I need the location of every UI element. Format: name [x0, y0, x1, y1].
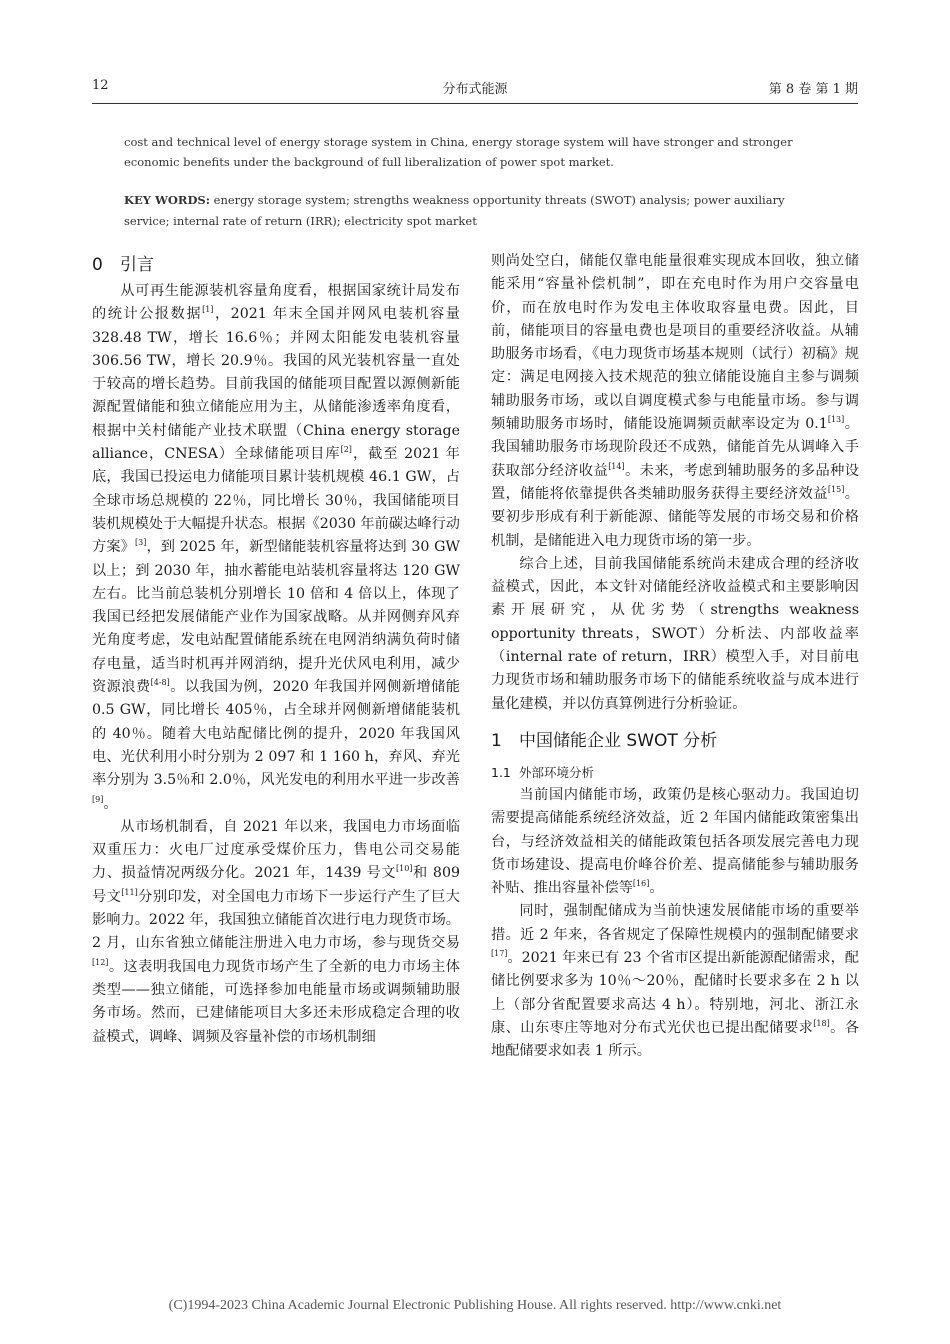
volume-issue: 第 8 卷 第 1 期 — [768, 82, 858, 97]
citation: [17] — [491, 949, 508, 959]
citation: [9] — [92, 794, 104, 804]
citation: [15] — [827, 484, 845, 494]
subsection-1-1-heading — [491, 762, 859, 784]
copyright-footer: (C)1994-2023 China Academic Journal Electronic Publishing House. All rights reserved. http://www.cnki.net — [168, 1298, 782, 1313]
citation: [12] — [92, 957, 109, 967]
paragraph: 从市场机制看，自 2021 年以来，我国电力市场面临双重压力：火电厂过度承受煤价压力，售电公司交易能力、损益情况两级分化。2021 年，1439 号文[10]和 809 号文[11]分别印发，对全国电力市场下一步运行产生了巨大影响力。2022 年，我国独立储能首次进行电力现货市场。2 月，山东省独立储能注册进入电力市场，参与现货交易[12]。这表明我国电力现货市场产生了全新的电力市场主体类型——独立储能，可选择参加电能量市场或调频辅助服务市场。然而，已建储能项目大多还未形成稳定合理的收益模式，调峰、调频及容量补偿的市场机制细 — [92, 818, 461, 1045]
paragraph: 同时，强制配储成为当前快速发展储能市场的重要举措。近 2 年来，各省规定了保障性规模内的强制配储要求[17]。2021 年来已有 23 个省市区提出新能源配储需求，配储比例要求多为 10％～20％，配储时长要求多在 2 h 以上（部分省配置要求高达 4 h）。特别地，河北、浙江永康、山东枣庄等地对分布式光伏也已提出配储要求[18]。各地配储要求如表 1 所示。 — [491, 903, 859, 1060]
paragraph-continued: 则尚处空白，储能仅靠电能量很难实现成本回收，独立储能采用“容量补偿机制”，即在充电时作为用户交容量电价，而在放电时作为发电主体收取容量电费。因此，目前，储能项目的容量电费也是项目的重要经济收益。从辅助服务市场看，《电力现货市场基本规则（试行）初稿》规定：满足电网接入技术规范的独立储能设施自主参与调频辅助服务市场，或以自调度模式参与电能量市场。参与调频辅助服务市场时，储能设施调频贡献率设定为 0.1[13]。我国辅助服务市场现阶段还不成熟，储能首先从调峰入手获取部分经济收益[14]。未来，考虑到辅助服务的多品种设置，储能将依靠提供各类辅助服务获得主要经济效益[15]。要初步形成有利于新能源、储能等发展的市场交易和价格机制，是储能进入电力现货市场的第一步。 — [491, 253, 859, 549]
citation: [13] — [827, 415, 845, 425]
running-header — [92, 78, 858, 100]
header-rule — [92, 103, 858, 104]
citation: [18] — [813, 1018, 830, 1028]
section-number: 1 — [491, 730, 502, 751]
section-title: 引言 — [120, 255, 154, 275]
paragraph: 综合上述，目前我国储能系统尚未建成合理的经济收益模式，因此，本文针对储能经济收益模式和主要影响因素开展研究，从优劣势（strengths weakness opportunity threats，SWOT）分析法、内部收益率（internal rate of return，IRR）模型入手，对目前电力现货市场和辅助服务市场下的储能系统收益与成本进行量化建模，并以仿真算例进行分析验证。 — [491, 555, 859, 712]
paragraph: 当前国内储能市场，政策仍是核心驱动力。我国迫切需要提高储能系统经济效益，近 2 年国内储能政策密集出台，与经济效益相关的储能政策包括各项发展完善电力现货市场建设、提高电价峰谷价差、提高储能参与辅助服务补贴、推出容量补偿等[16]。 — [491, 786, 859, 897]
right-column — [491, 250, 859, 1064]
citation: [4-8] — [150, 678, 170, 688]
section-1-heading — [491, 726, 859, 756]
page-number: 12 — [92, 78, 109, 93]
journal-title: 分布式能源 — [442, 82, 508, 97]
citation: [10] — [396, 864, 413, 874]
paragraph: 从可再生能源装机容量角度看，根据国家统计局发布的统计公报数据[1]，2021 年末全国并网风电装机容量 328.48 TW，增长 16.6％；并网太阳能发电装机容量 306.56 TW，增长 20.9％。我国的风光装机容量一直处于较高的增长趋势。目前我国的储能项目配置以源侧新能源配置储能和独立储能应用为主，从储能渗透率角度看，根据中关村储能产业技术联盟（China energy storage alliance，CNESA）全球储能项目库[2]，截至 2021 年底，我国已投运电力储能项目累计装机规模 46.1 GW，占全球市场总规模的 22％，同比增长 30％，我国储能项目装机规模处于大幅提升状态。根据《2030 年前碳达峰行动方案》[3]，到 2025 年，新型储能装机容量将达到 30 GW 以上；到 2030 年，抽水蓄能电站装机容量将达 120 GW 左右。比当前总装机分别增长 10 倍和 4 倍以上，体现了我国已经把发展储能产业作为国家战略。从并网侧弃风弃光角度考虑，发电站配置储能系统在电网消纳满负荷时储存电量，适当时机再并网消纳，提升光伏风电利用，减少资源浪费[4-8]。以我国为例，2020 年我国并网侧新增储能 0.5 GW，同比增长 405％，占全球并网侧新增储能装机的 40％。随着大电站配储比例的提升，2020 年我国风电、光伏利用小时分别为 2 097 和 1 160 h，弃风、弃光率分别为 3.5％和 2.0％，风光发电的利用水平进一步改善[9]。 — [92, 283, 460, 812]
subsection-number: 1.1 — [491, 764, 511, 780]
subsection-title: 外部环境分析 — [519, 764, 595, 780]
section-title: 中国储能企业 SWOT 分析 — [519, 730, 718, 751]
keywords-label: KEY WORDS: — [124, 193, 210, 207]
citation: [16] — [632, 879, 650, 889]
keywords-text: energy storage system; strengths weakness opportunity threats (SWOT) analysis; power auxiliary service; internal rate of return (IRR); electricity spot market — [124, 193, 785, 228]
citation: [2] — [340, 445, 352, 455]
keywords — [124, 190, 830, 232]
abstract-text: cost and technical level of energy storage system in China, energy storage system will have stronger and stronger economic benefits under the background of full liberalization of power spot market. — [124, 135, 793, 169]
section-0-heading — [92, 250, 460, 280]
abstract-tail — [124, 132, 830, 172]
left-column — [92, 250, 460, 1049]
citation: [3] — [134, 538, 147, 548]
citation: [11] — [121, 887, 138, 897]
citation: [1] — [202, 305, 214, 315]
citation: [14] — [608, 461, 625, 471]
section-number: 0 — [92, 255, 103, 275]
